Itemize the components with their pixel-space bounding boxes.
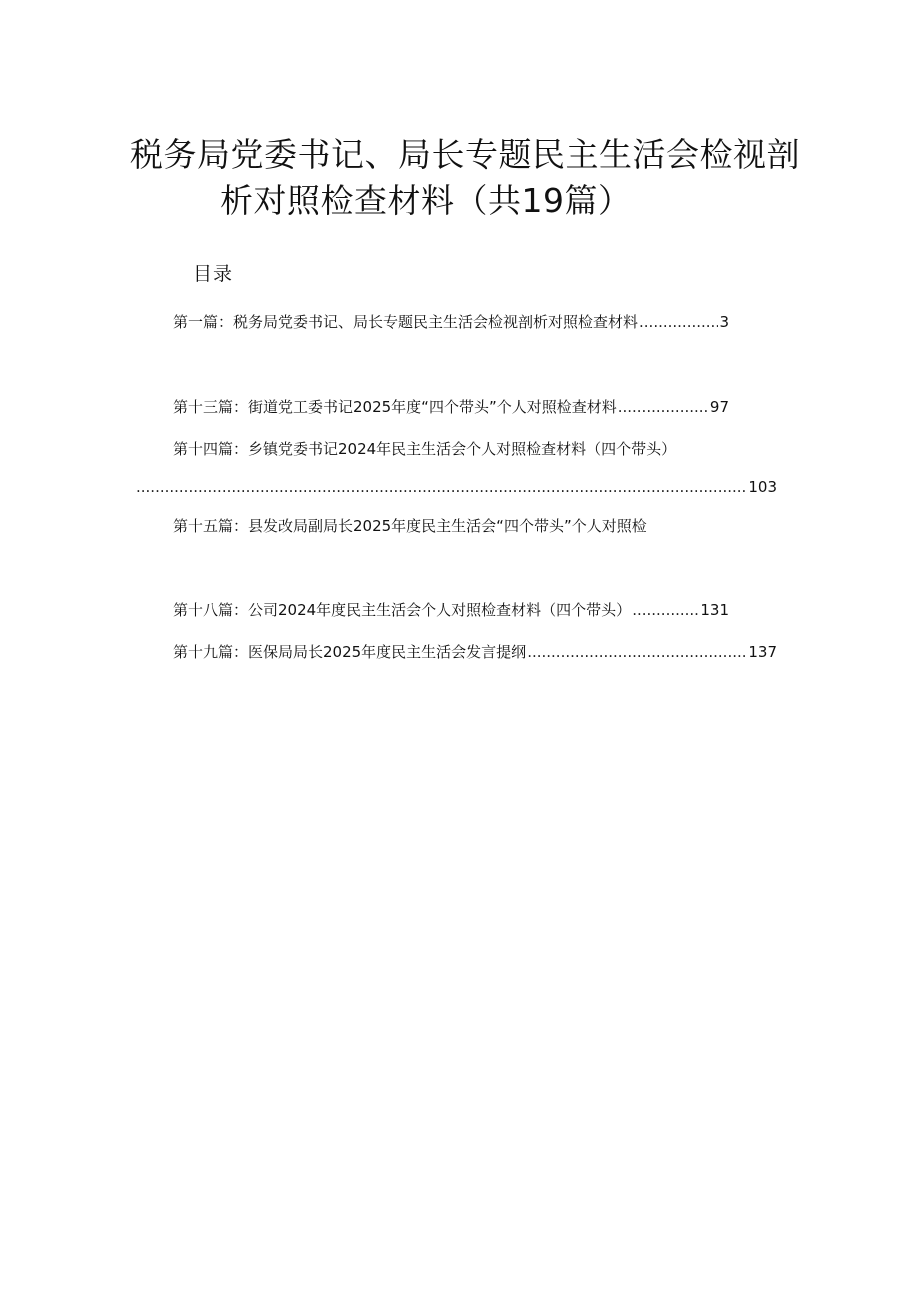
toc-entry-label: 第十五篇：县发改局副局长2025年度民主生活会“四个带头”个人对照检 <box>173 517 647 535</box>
toc-leader-dots <box>618 396 709 418</box>
toc-entry-page: 103 <box>748 478 777 496</box>
toc-entry-18[interactable] <box>173 599 729 621</box>
toc-entry-19[interactable] <box>173 641 777 663</box>
toc-entry-label: 第十四篇：乡镇党委书记2024年民主生活会个人对照检查材料（四个带头） <box>173 440 677 458</box>
toc-entry-label: 第十三篇：街道党工委书记2025年度“四个带头”个人对照检查材料 <box>173 398 617 416</box>
toc-heading: 目录 <box>193 263 234 285</box>
document-title <box>130 132 810 224</box>
toc-entry-label: 第十九篇：医保局局长2025年度民主生活会发言提纲 <box>173 643 527 661</box>
toc-entry-1[interactable] <box>173 311 729 333</box>
toc-entry-page: 137 <box>748 643 777 661</box>
toc-entry-14[interactable] <box>173 438 773 460</box>
toc-leader-dots <box>639 311 718 333</box>
toc-leader-dots <box>527 641 747 663</box>
toc-entry-15[interactable] <box>173 515 773 537</box>
toc-entry-label: 第一篇：税务局党委书记、局长专题民主生活会检视剖析对照检查材料 <box>173 313 639 331</box>
toc-entry-14-continuation[interactable] <box>135 476 777 498</box>
document-title-line-1: 税务局党委书记、局长专题民主生活会检视剖 <box>130 135 800 174</box>
toc-entry-page: 97 <box>709 398 729 416</box>
document-title-line-2: 析对照检查材料（共19篇） <box>220 181 632 220</box>
toc-entry-page: 131 <box>700 601 729 619</box>
toc-entry-label: 第十八篇：公司2024年度民主生活会个人对照检查材料（四个带头） <box>173 601 632 619</box>
toc-leader-dots <box>632 599 699 621</box>
toc-entry-13[interactable] <box>173 396 729 418</box>
toc-entry-page: 3 <box>719 313 729 331</box>
toc-leader-dots <box>136 476 747 498</box>
